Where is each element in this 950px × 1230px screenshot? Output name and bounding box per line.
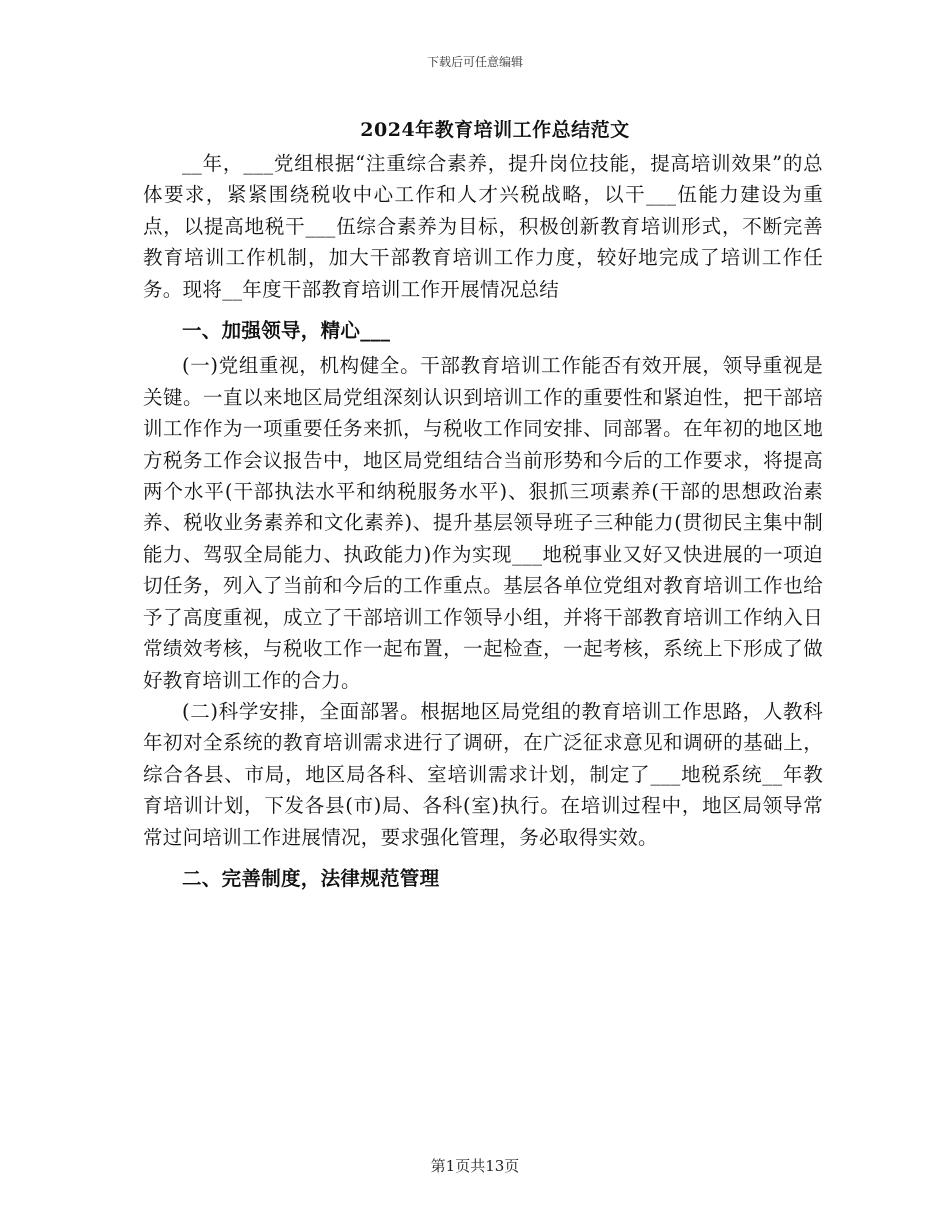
document-title: 2024年教育培训工作总结范文 [360, 119, 630, 141]
section-heading-2: 二、完善制度，法律规范管理 [182, 866, 440, 890]
intro-paragraph: __年，___党组根据“注重综合素养，提升岗位技能，提高培训效果”的总体要求，紧紧围绕税收中心工作和人才兴税战略，以干___伍能力建设为重点，以提高地税干___伍综合素养为目标，积极创新教育培训形式，不断完善教育培训工作机制，加大干部教育培训工作力度，较好地完成了培训工作任务。现将__年度干部教育培训工作开展情况总结 [143, 152, 823, 301]
body-paragraph-1: (一)党组重视，机构健全。干部教育培训工作能否有效开展，领导重视是关键。一直以来地区局党组深刻认识到培训工作的重要性和紧迫性，把干部培训工作作为一项重要任务来抓，与税收工作同安排、同部署。在年初的地区地方税务工作会议报告中，地区局党组结合当前形势和今后的工作要求，将提高两个水平(干部执法水平和纳税服务水平)、狠抓三项素养(干部的思想政治素养、税收业务素养和文化素养)、提升基层领导班子三种能力(贯彻民主集中制能力、驾驭全局能力、执政能力)作为实现___地税事业又好又快进展的一项迫切任务，列入了当前和今后的工作重点。基层各单位党组对教育培训工作也给予了高度重视，成立了干部培训工作领导小组，并将干部教育培训工作纳入日常绩效考核，与税收工作一起布置，一起检查，一起考核，系统上下形成了做好教育培训工作的合力。 [143, 354, 823, 692]
document-body [143, 148, 823, 894]
section-heading-1: 一、加强领导，精心___ [182, 319, 391, 343]
page-footer: 第1页共13页 [430, 1157, 520, 1175]
body-paragraph-2: (二)科学安排，全面部署。根据地区局党组的教育培训工作思路，人教科年初对全系统的教育培训需求进行了调研，在广泛征求意见和调研的基础上，综合各县、市局，地区局各科、室培训需求计划，制定了___地税系统__年教育培训计划，下发各县(市)局、各科(室)执行。在培训过程中，地区局领导常常过问培训工作进展情况，要求强化管理，务必取得实效。 [143, 699, 823, 849]
page-header-note: 下载后可任意编辑 [426, 55, 523, 69]
